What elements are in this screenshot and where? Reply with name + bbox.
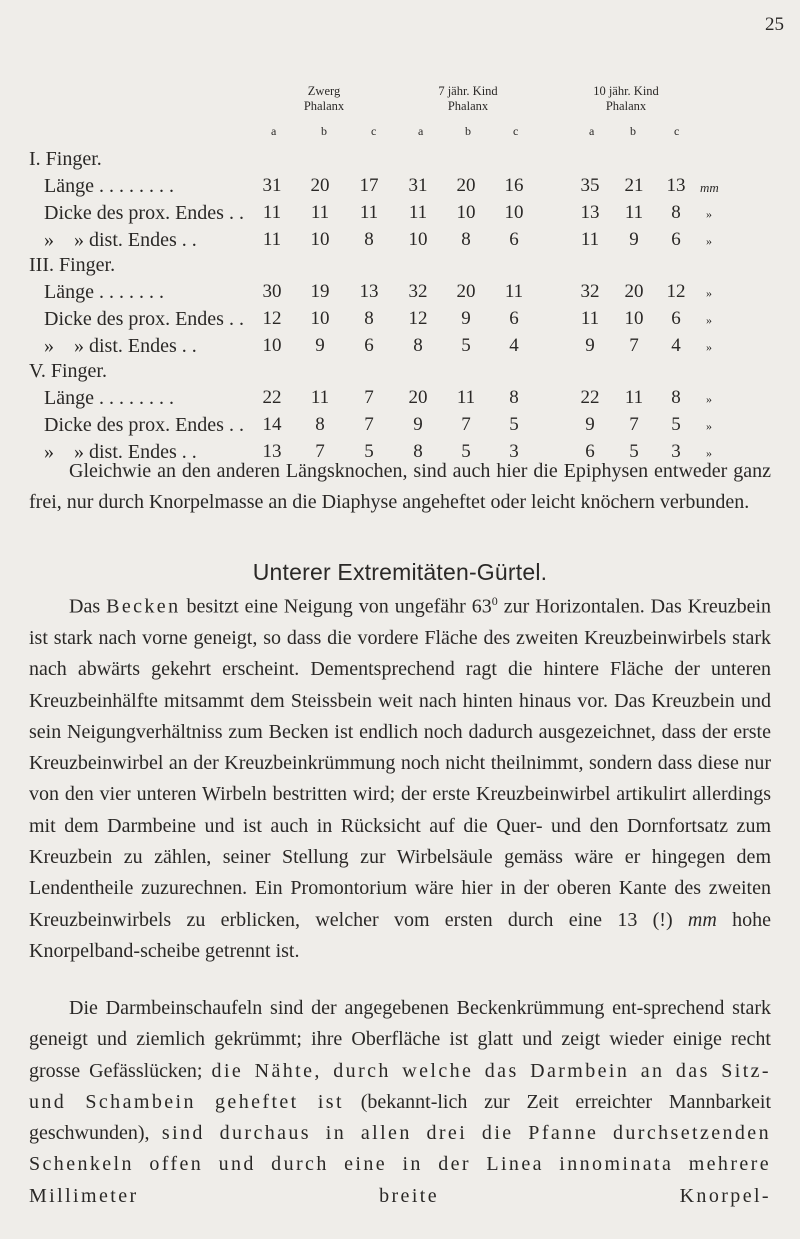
- table-cell: 22: [262, 387, 282, 408]
- column-subtitle: Phalanx: [447, 99, 489, 113]
- table-cell: 8: [671, 202, 681, 223]
- table-cell: 11: [408, 202, 428, 223]
- text-run: Das: [69, 595, 101, 618]
- table-cell: 7: [461, 414, 471, 435]
- row-label: Dicke des prox. Endes . .: [44, 202, 244, 224]
- table-cell: 32: [408, 281, 428, 302]
- table-cell: 9: [461, 308, 471, 329]
- ditto-mark: »: [706, 392, 712, 406]
- table-cell: 5: [461, 441, 471, 462]
- row-label: » » dist. Endes . .: [44, 229, 197, 251]
- row-label: » » dist. Endes . .: [44, 441, 197, 463]
- table-cell: 11: [580, 308, 600, 329]
- spaced-term: die Nähte, durch welche das Darmbein an das Sitz- und Schambein geheftet ist: [29, 1059, 771, 1113]
- text-run: Die Darmbeinschaufeln sind der angegebenen Beckenkrümmung ent-sprechend stark geneigt und ziemlich gekrümmt; ihre Oberfläche ist glatt und zeigt wieder einige recht grosse Gefässlücken;: [29, 997, 771, 1082]
- table-cell: 9: [629, 229, 639, 250]
- row-label: Länge . . . . . . .: [44, 281, 164, 303]
- column-subtitle: Phalanx: [303, 99, 345, 113]
- table-cell: 12: [262, 308, 282, 329]
- table-cell: 6: [671, 308, 681, 329]
- table-cell: 11: [262, 229, 282, 250]
- table-cell: 6: [509, 229, 519, 250]
- paragraph-text: [29, 993, 771, 1212]
- sub-header-b: b: [465, 124, 471, 138]
- table-cell: 8: [413, 335, 423, 356]
- table-cell: 20: [456, 175, 476, 196]
- table-cell: 12: [666, 281, 686, 302]
- table-cell: 16: [504, 175, 524, 196]
- column-header-zwerg: [284, 84, 364, 114]
- table-cell: 8: [315, 414, 325, 435]
- ditto-mark: »: [706, 234, 712, 248]
- table-cell: 11: [262, 202, 282, 223]
- table-cell: 5: [461, 335, 471, 356]
- unit-label: mm: [700, 180, 719, 195]
- table-cell: 3: [671, 441, 681, 462]
- table-cell: 8: [413, 441, 423, 462]
- table-cell: 22: [580, 387, 600, 408]
- ditto-mark: »: [706, 446, 712, 460]
- table-cell: 10: [504, 202, 524, 223]
- sub-header-c: c: [371, 124, 377, 138]
- table-cell: 6: [671, 229, 681, 250]
- table-cell: 6: [585, 441, 595, 462]
- table-cell: 11: [359, 202, 379, 223]
- table-cell: 11: [580, 229, 600, 250]
- paragraph-text: [29, 586, 771, 967]
- table-cell: 11: [310, 387, 330, 408]
- page-number: 25: [765, 14, 784, 35]
- ditto-mark: »: [706, 207, 712, 221]
- table-cell: 9: [585, 335, 595, 356]
- text-run: besitzt eine Neigung von ungefähr 63: [186, 595, 492, 618]
- table-cell: 20: [310, 175, 330, 196]
- paragraph-darmbein: [29, 993, 771, 1212]
- table-cell: 13: [580, 202, 600, 223]
- table-cell: 12: [408, 308, 428, 329]
- table-cell: 19: [310, 281, 330, 302]
- row-label: Länge . . . . . . . .: [44, 387, 174, 409]
- table-cell: 6: [509, 308, 519, 329]
- table-cell: 30: [262, 281, 282, 302]
- table-cell: 10: [310, 308, 330, 329]
- row-label: Dicke des prox. Endes . .: [44, 414, 244, 436]
- table-cell: 10: [624, 308, 644, 329]
- table-cell: 8: [671, 387, 681, 408]
- table-cell: 11: [624, 202, 644, 223]
- table-cell: 10: [408, 229, 428, 250]
- sub-header-c: c: [674, 124, 680, 138]
- column-title: 7 jähr. Kind: [438, 84, 498, 98]
- degree-mark: 0: [491, 594, 498, 608]
- section-title: III. Finger.: [29, 254, 116, 276]
- table-cell: 9: [585, 414, 595, 435]
- ditto-mark: »: [706, 419, 712, 433]
- table-cell: 4: [671, 335, 681, 356]
- table-cell: 21: [624, 175, 644, 196]
- table-cell: 9: [315, 335, 325, 356]
- table-cell: 32: [580, 281, 600, 302]
- table-cell: 20: [408, 387, 428, 408]
- table-cell: 5: [509, 414, 519, 435]
- ditto-mark: »: [706, 340, 712, 354]
- table-cell: 10: [456, 202, 476, 223]
- table-cell: 8: [364, 308, 374, 329]
- spaced-term: Becken: [106, 595, 181, 618]
- table-cell: 7: [315, 441, 325, 462]
- ditto-mark: »: [706, 313, 712, 327]
- table-cell: 4: [509, 335, 519, 356]
- sub-header-a: a: [589, 124, 595, 138]
- table-cell: 10: [262, 335, 282, 356]
- table-cell: 20: [624, 281, 644, 302]
- table-cell: 3: [509, 441, 519, 462]
- sub-header-a: a: [271, 124, 277, 138]
- table-cell: 11: [624, 387, 644, 408]
- unit-mm: mm: [687, 908, 717, 931]
- row-label: Länge . . . . . . . .: [44, 175, 174, 197]
- table-cell: 11: [504, 281, 524, 302]
- section-title: V. Finger.: [29, 360, 107, 382]
- table-cell: 13: [359, 281, 379, 302]
- table-cell: 5: [629, 441, 639, 462]
- table-cell: 35: [580, 175, 600, 196]
- table-cell: 7: [629, 414, 639, 435]
- table-cell: 17: [359, 175, 379, 196]
- table-cell: 11: [456, 387, 476, 408]
- sub-header-b: b: [321, 124, 327, 138]
- table-cell: 8: [364, 229, 374, 250]
- ditto-mark: »: [706, 286, 712, 300]
- column-header-10-year-child: [572, 84, 680, 114]
- paragraph-text: Gleichwie an den anderen Längsknochen, sind auch hier die Epiphysen entweder ganz frei, nur durch Knorpelmasse an die Diaphyse angeheftet oder leicht knöchern verbunden.: [29, 460, 771, 514]
- paragraph-epiphysen: [29, 456, 771, 519]
- table-cell: 20: [456, 281, 476, 302]
- column-header-7-year-child: [418, 84, 518, 114]
- section-title: I. Finger.: [29, 148, 102, 170]
- text-run: hohe Knorpelband-scheibe getrennt ist.: [29, 908, 772, 962]
- sub-header-a: a: [418, 124, 424, 138]
- paragraph-becken: [29, 586, 771, 967]
- row-label: Dicke des prox. Endes . .: [44, 308, 244, 330]
- table-cell: 13: [262, 441, 282, 462]
- table-cell: 7: [629, 335, 639, 356]
- table-cell: 14: [262, 414, 282, 435]
- table-cell: 9: [413, 414, 423, 435]
- table-cell: 5: [671, 414, 681, 435]
- table-cell: 6: [364, 335, 374, 356]
- text-run: zur Horizontalen. Das Kreuzbein ist stark nach vorne geneigt, so dass die vordere Fläche des zweiten Kreuzbeinwirbels stark nach abwärts gekehrt erscheint. Dementsprechend ragt die hintere Fläche der unteren Kreuzbeinhälfte mitsammt dem Steissbein weit nach hinten hinaus vor. Das Kreuzbein und sein Neigungverhältniss zum Becken ist endlich noch dadurch ausgezeichnet, dass der erste Kreuzbeinwirbel an der Kreuzbeinkrümmung noch nicht theilnimmt, sondern dass diese nur von den vier unteren Wirbeln bestritten wird; der erste Kreuzbeinwirbel artikulirt allerdings mit dem Darmbeine und ist auch in Rücksicht auf die Quer- und den Dornfortsatz zum Kreuzbein zu zählen, seiner Stellung zur Wirbelsäule gemäss wäre er hingegen dem Lendentheile zuzurechnen. Ein Promontorium wäre hier in der oberen Kante des zweiten Kreuzbeinwirbels zu erblicken, welcher vom ersten durch eine 13 (!): [29, 595, 772, 931]
- table-cell: 11: [310, 202, 330, 223]
- table-cell: 8: [509, 387, 519, 408]
- spaced-term: sind durchaus in allen drei die Pfanne durchsetzenden Schenkeln offen und durch eine in der Linea innominata mehrere Millimeter breite Knorpel-: [29, 1122, 771, 1207]
- sub-header-c: c: [513, 124, 519, 138]
- column-title: Zwerg: [307, 84, 341, 98]
- table-cell: 7: [364, 387, 374, 408]
- table-cell: 10: [310, 229, 330, 250]
- section-heading: Unterer Extremitäten-Gürtel.: [252, 559, 548, 585]
- table-cell: 31: [262, 175, 282, 196]
- table-cell: 8: [461, 229, 471, 250]
- column-subtitle: Phalanx: [605, 99, 647, 113]
- table-cell: 7: [364, 414, 374, 435]
- table-cell: 13: [666, 175, 686, 196]
- sub-header-b: b: [630, 124, 636, 138]
- text-run: (bekannt-lich zur Zeit erreichter Mannbarkeit geschwunden),: [29, 1090, 772, 1145]
- row-label: » » dist. Endes . .: [44, 335, 197, 357]
- column-title: 10 jähr. Kind: [593, 84, 659, 98]
- table-cell: 31: [408, 175, 428, 196]
- table-cell: 5: [364, 441, 374, 462]
